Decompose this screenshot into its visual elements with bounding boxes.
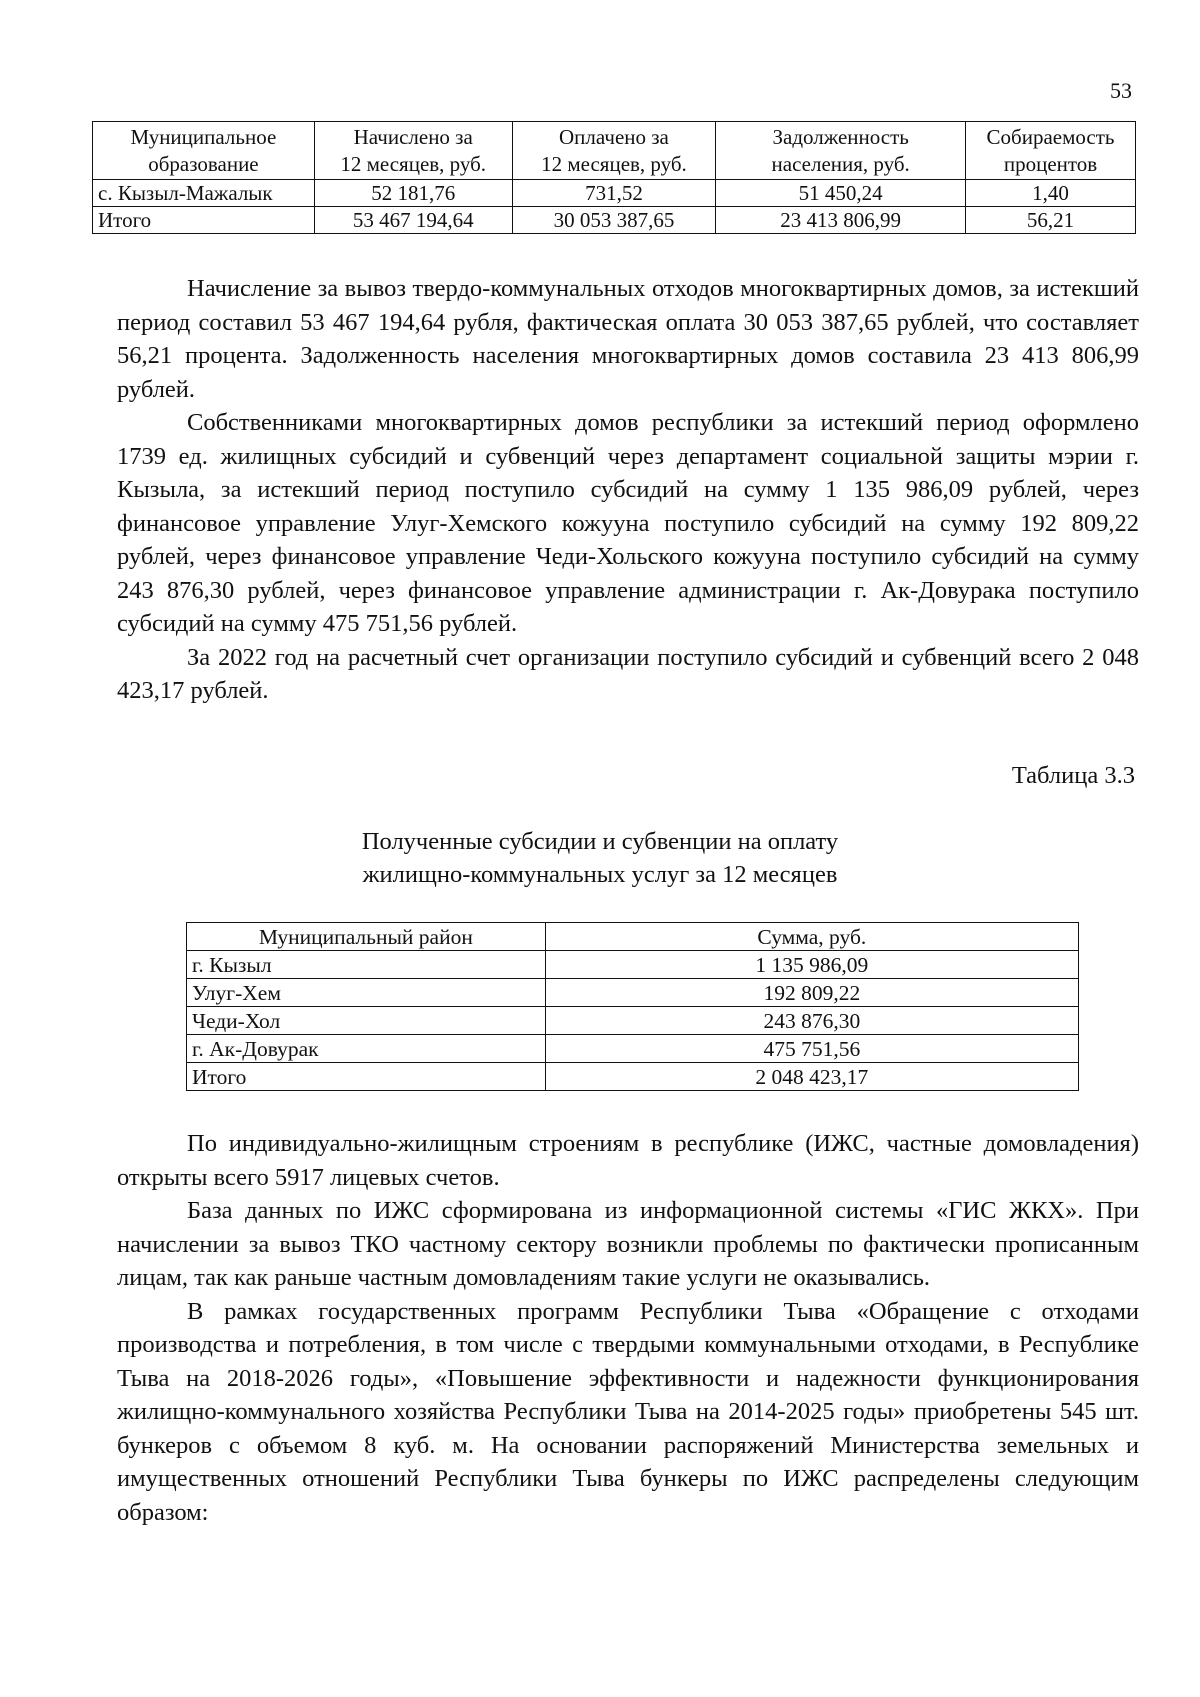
table-cell: 51 450,24 [716,180,966,207]
table-cell: 30 053 387,65 [512,207,716,234]
subsidies-table [186,922,1079,1091]
table-row [187,1007,1079,1035]
body-text-block-1 [117,272,1139,708]
header-debt: Задолженность населения, руб. [716,122,966,180]
paragraph: По индивидуально-жилищным строениям в республике (ИЖС, частные домовладения) открыты всего 5917 лицевых счетов. [117,1130,1139,1191]
paragraph: База данных по ИЖС сформирована из информационной системы «ГИС ЖКХ». При начислении за вывоз ТКО частному сектору возникли проблемы по фактически прописанным лицам, так как раньше частным домовладениям такие услуги не оказывались. [117,1197,1139,1291]
table-cell: с. Кызыл-Мажалык [93,180,315,207]
table-cell: 1 135 986,09 [545,951,1078,979]
table-cell: г. Кызыл [187,951,546,979]
table-row [93,180,1136,207]
table-total-row [93,207,1136,234]
table-cell: 23 413 806,99 [716,207,966,234]
table-total-row [187,1063,1079,1091]
paragraph: Собственниками многоквартирных домов республики за истекший период оформлено 1739 ед. жилищных субсидий и субвенций через департамент социальной защиты мэрии г. Кызыла, за истекший период поступило субсидий на сумму 1 135 986,09 рублей, через финансовое управление Улуг-Хемского кожууна поступило субсидий на сумму 192 809,22 рублей, через финансовое управление Чеди-Хольского кожууна поступило субсидий на сумму 243 876,30 рублей, через финансовое управление администрации г. Ак-Довурака поступило субсидий на сумму 475 751,56 рублей. [117,409,1139,637]
header-collection-rate: Собираемость процентов [966,122,1136,180]
table-cell: Улуг-Хем [187,979,546,1007]
table-row [187,951,1079,979]
table-cell: 243 876,30 [545,1007,1078,1035]
table-cell: Чеди-Хол [187,1007,546,1035]
table-row [187,979,1079,1007]
header-district: Муниципальный район [187,923,546,951]
table-title-line: Полученные субсидии и субвенции на оплату [361,828,839,855]
table-header-row [187,923,1079,951]
table-cell: 192 809,22 [545,979,1078,1007]
page-number: 53 [1110,78,1132,103]
header-paid: Оплачено за 12 месяцев, руб. [512,122,716,180]
table-cell: 56,21 [966,207,1136,234]
paragraph: В рамках государственных программ Республики Тыва «Обращение с отходами производства и потребления, в том числе с твердыми коммунальными отходами, в Республике Тыва на 2018-2026 годы», «Повышение эффективности и надежности функционирования жилищно-коммунального хозяйства Республики Тыва на 2014-2025 годы» приобретены 545 шт. бункеров с объемом 8 куб. м. На основании распоряжений Министерства земельных и имущественных отношений Республики Тыва бункеры по ИЖС распределены следующим образом: [117,1297,1139,1526]
paragraph: За 2022 год на расчетный счет организации поступило субсидий и субвенций всего 2 048 423,17 рублей. [117,643,1139,704]
table-cell: 1,40 [966,180,1136,207]
table-cell: 2 048 423,17 [545,1063,1078,1091]
table-cell: 475 751,56 [545,1035,1078,1063]
table-cell: 731,52 [512,180,716,207]
table-cell: г. Ак-Довурак [187,1035,546,1063]
table-row [187,1035,1079,1063]
paragraph: Начисление за вывоз твердо-коммунальных отходов многоквартирных домов, за истекший период составил 53 467 194,64 рубля, фактическая оплата 30 053 387,65 рублей, что составляет 56,21 процента. Задолженность населения многоквартирных домов составила 23 413 806,99 рублей. [117,275,1139,403]
table-title [250,825,950,891]
header-municipality: Муниципальное образование [93,122,315,180]
table-header-row [93,122,1136,180]
table-title-line: жилищно-коммунальных услуг за 12 месяцев [362,861,838,888]
body-text-block-2 [117,1127,1139,1529]
header-amount: Сумма, руб. [545,923,1078,951]
table-cell: Итого [187,1063,546,1091]
table-cell: Итого [93,207,315,234]
table-cell: 53 467 194,64 [314,207,512,234]
header-charged: Начислено за 12 месяцев, руб. [314,122,512,180]
table-cell: 52 181,76 [314,180,512,207]
debt-collection-table [92,121,1136,234]
table-label: Таблица 3.3 [1011,762,1135,789]
